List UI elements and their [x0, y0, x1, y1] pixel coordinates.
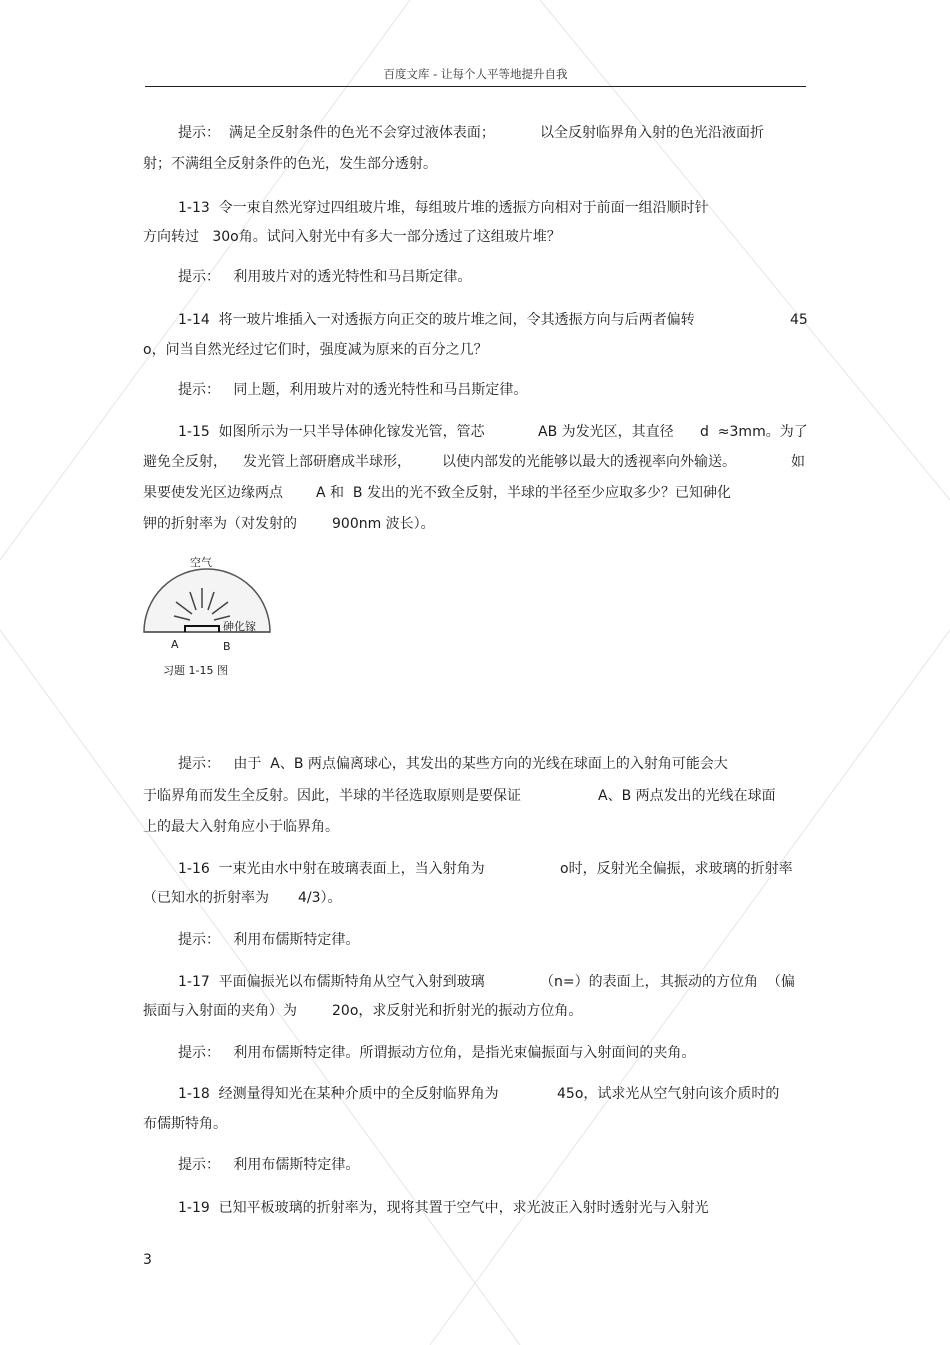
text-line: 1-18 经测量得知光在某种介质中的全反射临界角为	[178, 1086, 499, 1102]
text-line: 果要使发光区边缘两点	[143, 485, 283, 501]
text-line: 以全反射临界角入射的色光沿液面折	[540, 125, 764, 141]
text-line: 以使内部发的光能够以最大的透视率向外输送。	[442, 454, 736, 470]
text-line: （已知水的折射率为	[143, 890, 269, 906]
text-line: 1-13 令一束自然光穿过四组玻片堆，每组玻片堆的透振方向相对于前面一组沿顺时针	[178, 200, 709, 216]
text-line: 上的最大入射角应小于临界角。	[143, 819, 339, 835]
page-header: 百度文库 - 让每个人平等地提升自我	[383, 67, 568, 81]
text-line: AB 为发光区，其直径	[538, 424, 674, 440]
text-line: 1-17 平面偏振光以布儒斯特角从空气入射到玻璃	[178, 974, 485, 990]
text-line: o，问当自然光经过它们时，强度减为原来的百分之几？	[143, 342, 488, 358]
page-number: 3	[143, 1252, 152, 1268]
text-line: 1-14 将一玻片堆插入一对透振方向正交的玻片堆之间，令其透振方向与后两者偏转	[178, 312, 695, 328]
point-b-label: B	[223, 640, 231, 653]
text-line: 提示： 同上题，利用玻片对的透光特性和马吕斯定律。	[178, 382, 528, 398]
air-label: 空气	[190, 556, 212, 569]
text-line: 45o，试求光从空气射向该介质时的	[557, 1086, 780, 1102]
text-line: 900nm 波长）。	[332, 516, 435, 532]
text-line: 1-15 如图所示为一只半导体砷化镓发光管，管芯	[178, 424, 485, 440]
text-line: o时，反射光全偏振，求玻璃的折射率	[560, 861, 793, 877]
text-line: 提示： 利用布儒斯特定律。所谓振动方位角，是指光束偏振面与入射面间的夹角。	[178, 1045, 696, 1061]
text-line: 4/3）。	[298, 890, 342, 906]
text-line: A、B 两点发出的光线在球面	[598, 788, 776, 804]
text-line: 射；不满组全反射条件的色光，发生部分透射。	[143, 156, 437, 172]
text-line: 布儒斯特角。	[143, 1116, 227, 1132]
text-line: 1-16 一束光由水中射在玻璃表面上，当入射角为	[178, 861, 485, 877]
text-line: 于临界角而发生全反射。因此，半球的半径选取原则是要保证	[143, 788, 521, 804]
text-line: 20o，求反射光和折射光的振动方位角。	[332, 1003, 583, 1019]
text-line: 提示： 利用布儒斯特定律。	[178, 932, 360, 948]
figure-caption: 习题 1-15 图	[163, 664, 228, 677]
figure-1-15	[140, 550, 280, 680]
text-line: 钾的折射率为（对发射的	[143, 516, 297, 532]
text-line: 45	[790, 312, 808, 328]
text-line: d ≈3mm。为了	[700, 424, 808, 440]
text-line: （n=）的表面上，	[540, 974, 659, 990]
text-line: 提示： 利用玻片对的透光特性和马吕斯定律。	[178, 269, 472, 285]
material-label: 砷化镓	[223, 620, 256, 633]
text-line: 其振动的方位角 （偏	[660, 974, 795, 990]
text-line: 避免全反射，	[143, 454, 227, 470]
point-a-label: A	[171, 638, 179, 651]
text-line: 提示： 利用布儒斯特定律。	[178, 1157, 360, 1173]
text-line: 方向转过 30o角。试问入射光中有多大一部分透过了这组玻片堆？	[143, 229, 561, 245]
text-line: 振面与入射面的夹角）为	[143, 1003, 297, 1019]
text-line: 提示： 满足全反射条件的色光不会穿过液体表面；	[178, 125, 495, 141]
text-line: 如	[791, 454, 805, 470]
text-line: A 和 B 发出的光不致全反射，半球的半径至少应取多少？已知砷化	[316, 485, 731, 501]
text-line: 提示： 由于 A、B 两点偏离球心，其发出的某些方向的光线在球面上的入射角可能会大	[178, 756, 728, 772]
header-rule	[145, 86, 806, 87]
text-line: 发光管上部研磨成半球形，	[243, 454, 411, 470]
text-line: 1-19 已知平板玻璃的折射率为，现将其置于空气中，求光波正入射时透射光与入射光	[178, 1200, 709, 1216]
